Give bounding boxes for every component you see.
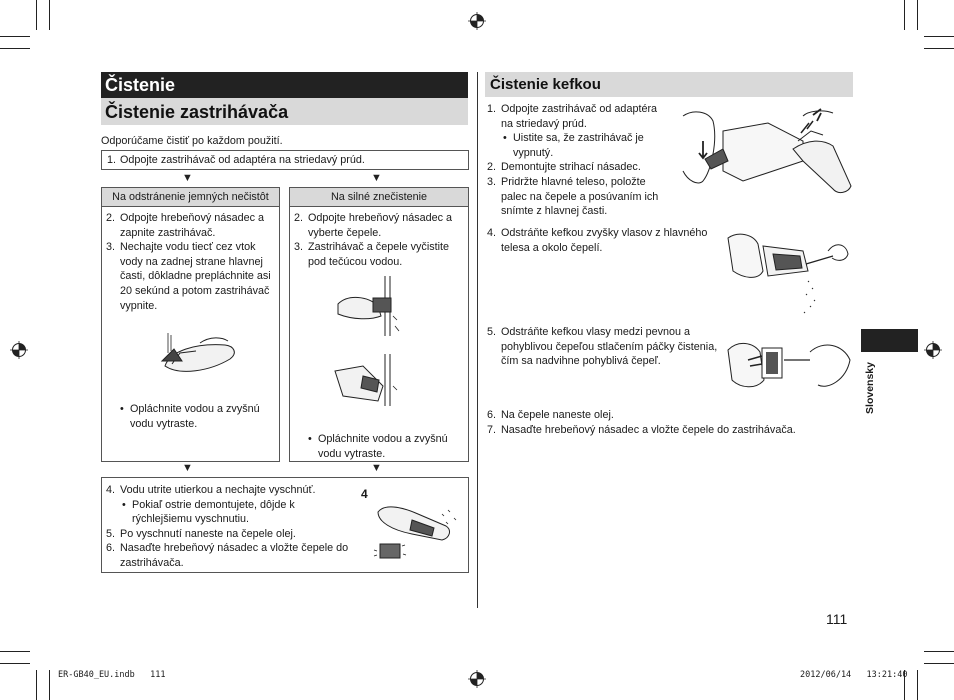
crop-mark — [0, 48, 30, 49]
brush-between-blades-illustration — [728, 330, 852, 402]
list-item: 7. Nasaďte hrebeňový násadec a vložte čepele do zastrihávača. — [487, 423, 796, 436]
brush-step-4 — [487, 226, 727, 255]
list-item: 2. Odpojte hrebeňový násadec a vyberte čepele. — [294, 212, 453, 239]
step1-box — [101, 150, 469, 170]
crop-mark — [0, 663, 30, 664]
brush-step1-bullet: • Uistite sa, že zastrihávač je vypnutý. — [503, 131, 672, 160]
step-number: 1. — [107, 154, 117, 166]
drying-steps — [106, 483, 356, 571]
heavy-cleaning-steps — [294, 211, 466, 269]
drying-bullet: • Pokiaľ ostrie demontujete, dôjde k rýchlejšiemu vyschnutiu. — [122, 498, 302, 527]
list-item: 3. Nechajte vodu tiecť cez vtok vody na zadnej strane hlavnej časti, dôkladne prepláchnite asi 20 sekúnd a potom zastrihávač vypnite. — [106, 241, 271, 312]
language-label: Slovensky — [864, 362, 876, 414]
list-item: 6. Na čepele naneste olej. — [487, 409, 614, 421]
heavy-cleaning-header: Na silné znečistenie — [290, 188, 468, 207]
list-item: 2. Demontujte strihací násadec. — [487, 161, 641, 174]
intro-text: Odporúčame čistiť po každom použití. — [101, 135, 283, 147]
remove-blades-illustration — [683, 101, 858, 196]
section-title-bar — [101, 72, 468, 98]
right-title-bar — [485, 72, 853, 97]
right-title: Čistenie kefkou — [490, 76, 601, 93]
down-arrow-icon: ▼ — [182, 462, 193, 474]
list-item: 5. Odstráňte kefkou vlasy medzi pevnou a pohyblivou čepeľou stlačením páčky čistenia, čím sa nadvihne pohyblivá čepeľ. — [487, 326, 718, 368]
crop-mark — [49, 670, 50, 700]
crop-mark — [924, 663, 954, 664]
section-title: Čistenie — [105, 75, 176, 95]
registration-mark-icon — [468, 670, 486, 688]
subtitle-bar — [101, 98, 468, 125]
rinse-trimmer-illustration — [150, 331, 240, 381]
page-subtitle: Čistenie zastrihávača — [105, 102, 289, 122]
language-label-wrap — [861, 356, 879, 420]
list-item: 4. Odstráňte kefkou zvyšky vlasov z hlavného telesa a okolo čepelí. — [487, 227, 708, 254]
list-item: 3. Pridržte hlavné teleso, položte palec na čepele a posúvaním ich snímte z hlavnej časti. — [487, 175, 659, 218]
crop-mark — [917, 0, 918, 30]
crop-mark — [49, 0, 50, 30]
registration-mark-icon — [924, 341, 942, 359]
footer-file: ER-GB40_EU.indb 111 — [58, 670, 166, 680]
registration-mark-icon — [468, 12, 486, 30]
light-cleaning-header: Na odstránenie jemných nečistôt — [102, 188, 279, 207]
crop-mark — [0, 36, 30, 37]
brush-steps-1-3 — [487, 102, 672, 219]
step-text: Odpojte zastrihávač od adaptéra na striedavý prúd. — [120, 154, 365, 166]
heavy-cleaning-box — [289, 187, 469, 462]
light-cleaning-box — [101, 187, 280, 462]
language-tab — [861, 329, 918, 352]
light-cleaning-steps — [106, 211, 276, 313]
crop-mark — [924, 48, 954, 49]
column-divider — [477, 72, 478, 608]
crop-mark — [36, 0, 37, 30]
crop-mark — [924, 36, 954, 37]
figure-label: 4 — [361, 487, 368, 501]
down-arrow-icon: ▼ — [371, 462, 382, 474]
crop-mark — [924, 651, 954, 652]
light-cleaning-bullet: • Opláchnite vodou a zvyšnú vodu vytraste. — [120, 402, 280, 431]
list-item: 5. Po vyschnutí naneste na čepele olej. — [106, 527, 296, 540]
brush-steps-6-7 — [487, 408, 827, 437]
down-arrow-icon: ▼ — [182, 172, 193, 184]
crop-mark — [36, 670, 37, 700]
crop-mark — [904, 0, 905, 30]
footer-timestamp: 2012/06/14 13:21:40 — [800, 670, 908, 680]
drying-box — [101, 477, 469, 573]
page-number: 111 — [826, 611, 848, 627]
list-item: 1. Odpojte zastrihávač od adaptéra na striedavý prúd. • Uistite sa, že zastrihávač je vypnutý. — [487, 102, 672, 160]
brush-hair-illustration — [728, 226, 850, 318]
crop-mark — [917, 670, 918, 700]
crop-mark — [0, 651, 30, 652]
list-item: 2. Odpojte hrebeňový násadec a zapnite zastrihávač. — [106, 212, 265, 239]
registration-mark-icon — [10, 341, 28, 359]
down-arrow-icon: ▼ — [371, 172, 382, 184]
heavy-cleaning-bullet: • Opláchnite vodou a zvyšnú vodu vytraste. — [308, 432, 468, 461]
oil-blades-illustration — [372, 500, 464, 566]
rinse-blades-illustration — [333, 276, 423, 416]
list-item: 6. Nasaďte hrebeňový násadec a vložte čepele do zastrihávača. — [106, 542, 349, 569]
list-item: 3. Zastrihávač a čepele vyčistite pod tečúcou vodou. — [294, 241, 450, 268]
list-item: 4. Vodu utrite utierkou a nechajte vyschnúť. • Pokiaľ ostrie demontujete, dôjde k rýchlejšiemu vyschnutiu. — [106, 483, 356, 527]
brush-step-5 — [487, 325, 723, 369]
